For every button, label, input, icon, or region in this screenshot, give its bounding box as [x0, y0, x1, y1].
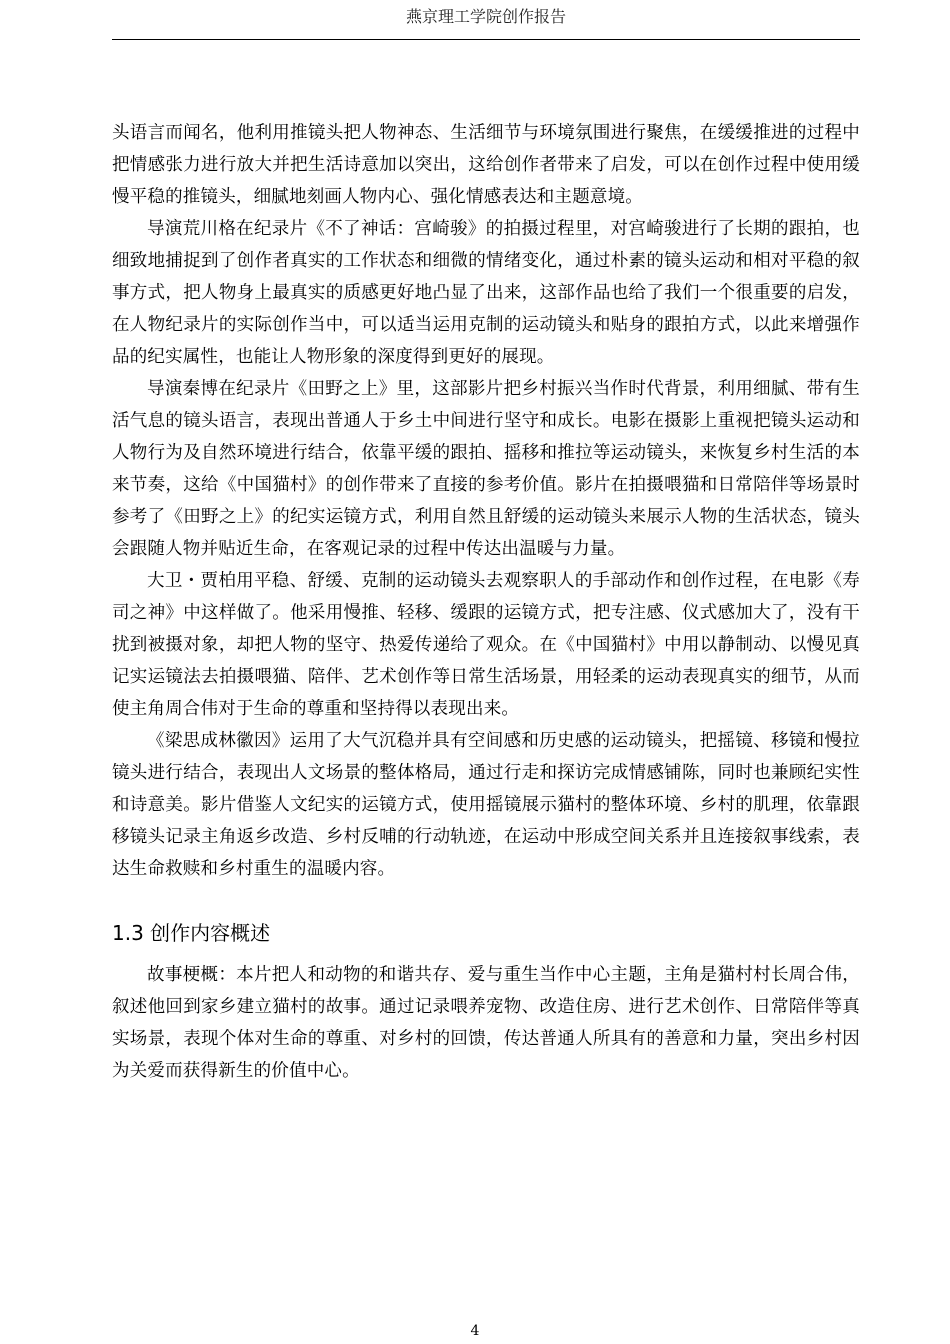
paragraph-3: 导演秦博在纪录片《田野之上》里，这部影片把乡村振兴当作时代背景，利用细腻、带有生活气息的镜头语言，表现出普通人于乡土中间进行坚守和成长。电影在摄影上重视把镜头运动和人物行为及自然环境进行结合，依靠平缓的跟拍、摇移和推拉等运动镜头，来恢复乡村生活的本来节奏，这给《中国猫村》的创作带来了直接的参考价值。影片在拍摄喂猫和日常陪伴等场景时参考了《田野之上》的纪实运镜方式，利用自然且舒缓的运动镜头来展示人物的生活状态，镜头会跟随人物并贴近生命，在客观记录的过程中传达出温暖与力量。: [112, 379, 860, 559]
page-header-title: 燕京理工学院创作报告: [405, 7, 566, 26]
paragraph-1: 头语言而闻名，他利用推镜头把人物神态、生活细节与环境氛围进行聚焦，在缓缓推进的过程中把情感张力进行放大并把生活诗意加以突出，这给创作者带来了启发，可以在创作过程中使用缓慢平稳的推镜头，细腻地刻画人物内心、强化情感表达和主题意境。: [112, 123, 860, 207]
paragraph-5: 《梁思成林徽因》运用了大气沉稳并具有空间感和历史感的运动镜头，把摇镜、移镜和慢拉镜头进行结合，表现出人文场景的整体格局，通过行走和探访完成情感铺陈，同时也兼顾纪实性和诗意美。影片借鉴人文纪实的运镜方式，使用摇镜展示猫村的整体环境、乡村的肌理，依靠跟移镜头记录主角返乡改造、乡村反哺的行动轨迹，在运动中形成空间关系并且连接叙事线索，表达生命救赎和乡村重生的温暖内容。: [112, 731, 860, 879]
document-body: [112, 117, 860, 1087]
page-number: 4: [470, 1323, 480, 1339]
section-paragraph: 故事梗概：本片把人和动物的和谐共存、爱与重生当作中心主题，主角是猫村村长周合伟，叙述他回到家乡建立猫村的故事。通过记录喂养宠物、改造住房、进行艺术创作、日常陪伴等真实场景，表现个体对生命的尊重、对乡村的回馈，传达普通人所具有的善意和力量，突出乡村因为关爱而获得新生的价值中心。: [112, 965, 860, 1081]
section-heading: 1.3 创作内容概述: [112, 921, 271, 945]
paragraph-4: 大卫・贾柏用平稳、舒缓、克制的运动镜头去观察职人的手部动作和创作过程，在电影《寿司之神》中这样做了。他采用慢推、轻移、缓跟的运镜方式，把专注感、仪式感加大了，没有干扰到被摄对象，却把人物的坚守、热爱传递给了观众。在《中国猫村》中用以静制动、以慢见真记实运镜法去拍摄喂猫、陪伴、艺术创作等日常生活场景，用轻柔的运动表现真实的细节，从而使主角周合伟对于生命的尊重和坚持得以表现出来。: [112, 571, 860, 719]
header-divider: [112, 39, 860, 40]
paragraph-2: 导演荒川格在纪录片《不了神话：宫崎骏》的拍摄过程里，对宫崎骏进行了长期的跟拍，也细致地捕捉到了创作者真实的工作状态和细微的情绪变化，通过朴素的镜头运动和相对平稳的叙事方式，把人物身上最真实的质感更好地凸显了出来，这部作品也给了我们一个很重要的启发，在人物纪录片的实际创作当中，可以适当运用克制的运动镜头和贴身的跟拍方式，以此来增强作品的纪实属性，也能让人物形象的深度得到更好的展现。: [112, 219, 860, 367]
